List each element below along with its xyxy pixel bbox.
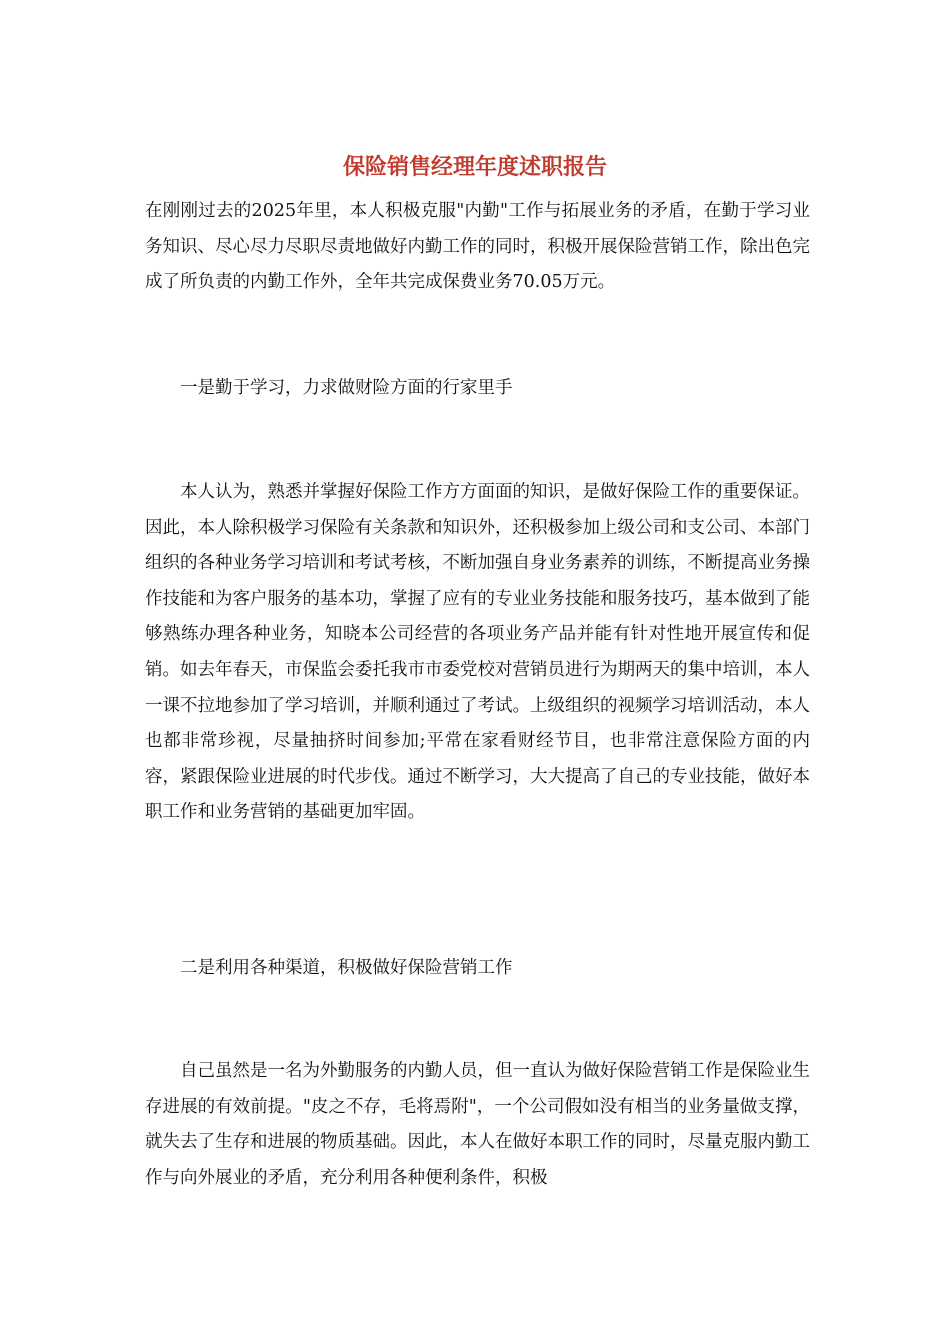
section-2-paragraph: 自己虽然是一名为外勤服务的内勤人员，但一直认为做好保险营销工作是保险业生存进展的有效前提。"皮之不存，毛将焉附"，一个公司假如没有相当的业务量做支撑，就失去了生存和进展的物质基础。因此，本人在做好本职工作的同时，尽量克服内勤工作与向外展业的矛盾，充分利用各种便利条件，积极 <box>145 1061 810 1188</box>
section-2-heading: 二是利用各种渠道，积极做好保险营销工作 <box>180 958 513 978</box>
section-1-paragraph: 本人认为，熟悉并掌握好保险工作方方面面的知识，是做好保险工作的重要保证。因此，本人除积极学习保险有关条款和知识外，还积极参加上级公司和支公司、本部门组织的各种业务学习培训和考试考核，不断加强自身业务素养的训练，不断提高业务操作技能和为客户服务的基本功，掌握了应有的专业业务技能和服务技巧，基本做到了能够熟练办理各种业务，知晓本公司经营的各项业务产品并能有针对性地开展宣传和促销。如去年春天，市保监会委托我市市委党校对营销员进行为期两天的集中培训，本人一课不拉地参加了学习培训，并顺利通过了考试。上级组织的视频学习培训活动，本人也都非常珍视，尽量抽挤时间参加;平常在家看财经节目，也非常注意保险方面的内容，紧跟保险业进展的时代步伐。通过不断学习，大大提高了自己的专业技能，做好本职工作和业务营销的基础更加牢固。 <box>145 482 810 823</box>
document-title: 保险销售经理年度述职报告 <box>342 155 607 180</box>
section-1-heading: 一是勤于学习，力求做财险方面的行家里手 <box>180 378 513 398</box>
intro-paragraph: 在刚刚过去的2025年里，本人积极克服"内勤"工作与拓展业务的矛盾，在勤于学习业务知识、尽心尽力尽职尽责地做好内勤工作的同时，积极开展保险营销工作，除出色完成了所负责的内勤工作外，全年共完成保费业务70.05万元。 <box>145 201 810 293</box>
